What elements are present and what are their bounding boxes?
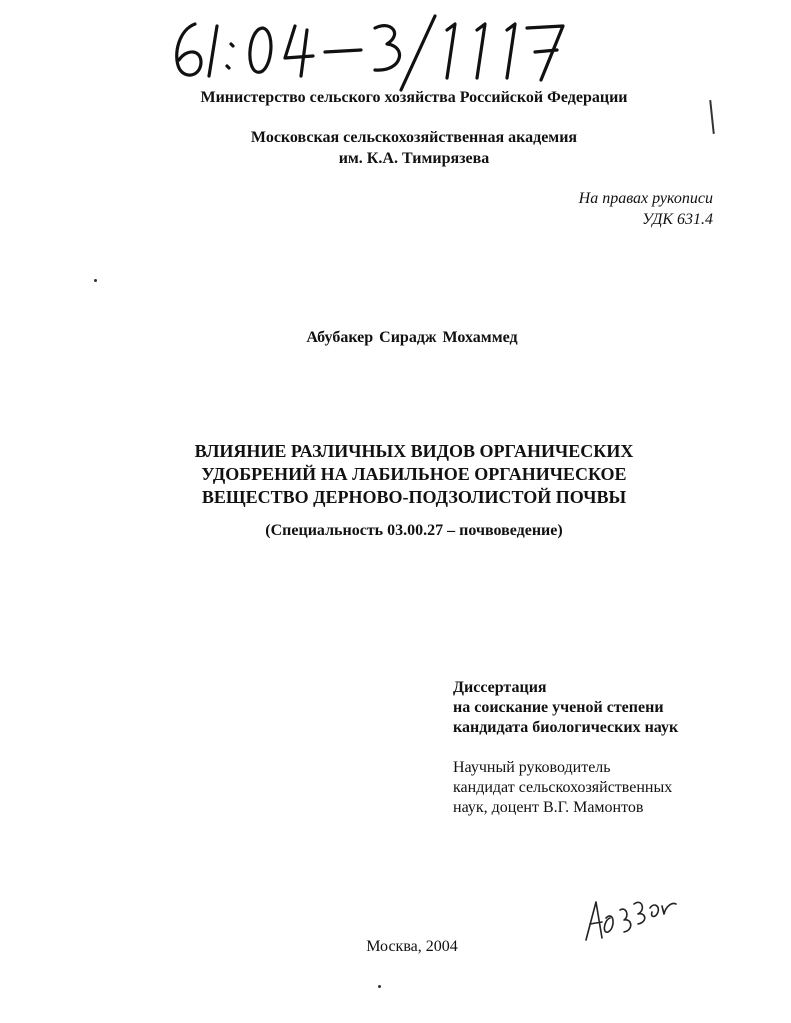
dissertation-title (0, 440, 791, 509)
handwritten-archive-code (165, 6, 585, 92)
supervisor-label: Научный руководитель (453, 759, 611, 776)
scan-mark (378, 985, 381, 988)
ministry-name: Министерство сельского хозяйства Российской Федерации (200, 89, 628, 106)
city-and-year: Москва, 2004 (366, 938, 458, 955)
title-line-1: ВЛИЯНИЕ РАЗЛИЧНЫХ ВИДОВ ОРГАНИЧЕСКИХ (194, 441, 634, 461)
dissertation-degree-block (453, 678, 678, 738)
author-name: Абубакер Сирадж Мохаммед (306, 329, 518, 346)
supervisor-degree: кандидат сельскохозяйственных (453, 779, 673, 796)
academy-name: Московская сельскохозяйственная академия (250, 129, 578, 146)
title-line-3: ВЕЩЕСТВО ДЕРНОВО-ПОДЗОЛИСТОЙ ПОЧВЫ (201, 487, 627, 507)
degree-purpose: на соискание ученой степени (453, 699, 664, 716)
author-signature-text: Абубак (580, 946, 587, 948)
title-line-2: УДОБРЕНИЙ НА ЛАБИЛЬНОЕ ОРГАНИЧЕСКОЕ (201, 464, 627, 484)
supervisor-block (453, 758, 672, 818)
supervisor-name: наук, доцент В.Г. Мамонтов (453, 799, 644, 816)
degree-name: кандидата биологических наук (453, 719, 679, 736)
scan-mark (94, 279, 97, 282)
manuscript-rights: На правах рукописи (578, 190, 713, 207)
udc-code: УДК 631.4 (642, 211, 713, 228)
specialty: (Специальность 03.00.27 – почвоведение) (265, 522, 563, 539)
manuscript-rights-block (579, 188, 713, 230)
dissertation-label: Диссертация (453, 679, 547, 696)
academy-named-after: им. К.А. Тимирязева (338, 150, 490, 167)
handwritten-archive-code-text: 61:04-3/1117 (165, 89, 176, 91)
